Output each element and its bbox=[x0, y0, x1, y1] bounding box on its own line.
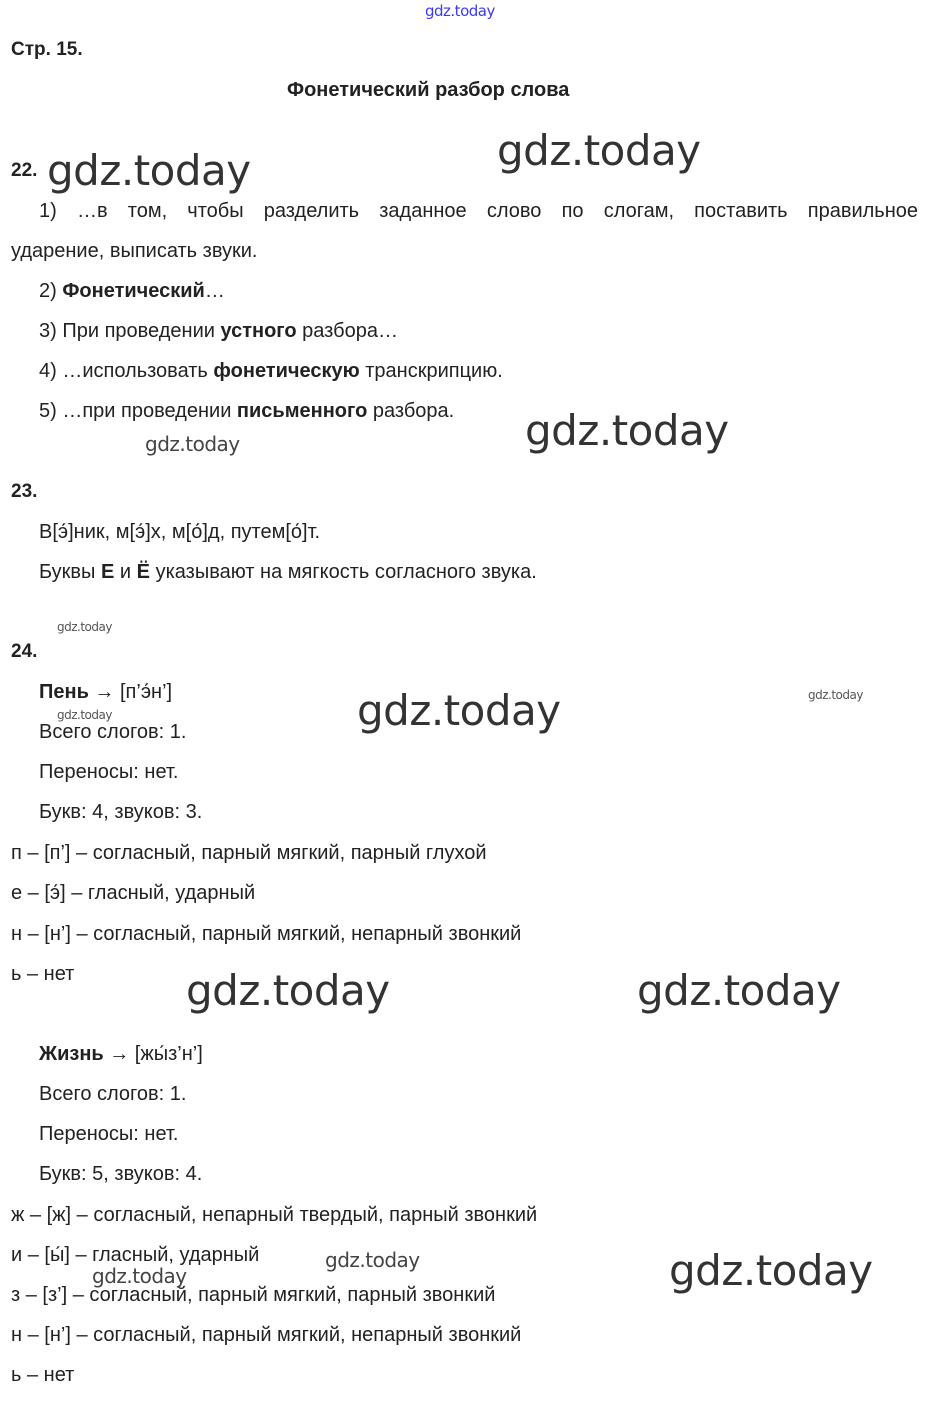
text-line bbox=[39, 1042, 203, 1066]
watermark: gdz.today bbox=[57, 708, 112, 722]
text: В[э́]ник, м[э́]х, м[о́]д, путем[о́]т. bbox=[39, 521, 321, 543]
watermark: gdz.today bbox=[92, 1264, 187, 1288]
text: Букв: 4, звуков: 3. bbox=[39, 801, 203, 823]
watermark: gdz.today bbox=[497, 126, 701, 175]
text: з – [з’] – согласный, парный мягкий, парный звонкий bbox=[11, 1284, 496, 1306]
text: н – [н’] – согласный, парный мягкий, непарный звонкий bbox=[11, 923, 522, 945]
text: → [п’э́н’] bbox=[88, 681, 173, 703]
text-line bbox=[11, 1203, 537, 1227]
watermark: gdz.today bbox=[637, 966, 841, 1015]
text-line bbox=[11, 640, 37, 664]
watermark: gdz.today bbox=[357, 686, 561, 735]
text: Переносы: нет. bbox=[39, 1123, 179, 1145]
bold-text: 24. bbox=[11, 641, 38, 662]
text: и – [ы́] – гласный, ударный bbox=[11, 1244, 260, 1266]
text-line bbox=[39, 760, 178, 784]
watermark: gdz.today bbox=[57, 620, 112, 634]
bold-text: 23. bbox=[11, 481, 38, 502]
text: → [жы́з’н’] bbox=[103, 1043, 203, 1065]
text: 3) При проведении bbox=[39, 320, 221, 342]
watermark: gdz.today bbox=[808, 688, 863, 702]
watermark: gdz.today bbox=[145, 432, 240, 456]
text-line bbox=[11, 841, 487, 865]
watermark: gdz.today bbox=[525, 406, 729, 455]
text: Букв: 5, звуков: 4. bbox=[39, 1163, 203, 1185]
text: Всего слогов: 1. bbox=[39, 721, 187, 743]
text-line bbox=[39, 560, 537, 584]
text: н – [н’] – согласный, парный мягкий, непарный звонкий bbox=[11, 1324, 522, 1346]
watermark: gdz.today bbox=[669, 1246, 873, 1295]
bold-text: письменного bbox=[236, 400, 368, 422]
text: 1) …в том, чтобы разделить заданное слово по слогам, поставить правильное bbox=[39, 200, 918, 222]
watermark: gdz.today bbox=[47, 146, 251, 195]
text-line bbox=[11, 922, 521, 946]
watermark: gdz.today bbox=[425, 2, 495, 20]
bold-text: Жизнь bbox=[39, 1043, 104, 1065]
text: п – [п’] – согласный, парный мягкий, парный глухой bbox=[11, 842, 487, 864]
text: Переносы: нет. bbox=[39, 761, 179, 783]
bold-text: фонетическую bbox=[213, 360, 360, 382]
text: указывают на мягкость согласного звука. bbox=[150, 561, 537, 583]
bold-text: Ё bbox=[136, 561, 151, 583]
text-line bbox=[39, 359, 503, 383]
text: Буквы bbox=[39, 561, 101, 583]
text: е – [э́] – гласный, ударный bbox=[11, 882, 256, 904]
text-line bbox=[39, 319, 398, 343]
text: транскрипцию. bbox=[359, 360, 503, 382]
text-line bbox=[11, 480, 37, 504]
text-line bbox=[11, 881, 255, 905]
text-line bbox=[39, 520, 320, 544]
watermark: gdz.today bbox=[325, 1248, 420, 1272]
text: … bbox=[204, 280, 225, 302]
bold-text: Пень bbox=[39, 681, 89, 703]
text-line bbox=[11, 962, 74, 986]
text-line bbox=[39, 1122, 178, 1146]
text-line bbox=[11, 1363, 74, 1387]
bold-text: устного bbox=[220, 320, 297, 342]
text: и bbox=[114, 561, 137, 583]
text: Всего слогов: 1. bbox=[39, 1083, 187, 1105]
text: ь – нет bbox=[11, 1364, 75, 1386]
text: 5) …при проведении bbox=[39, 400, 237, 422]
text-line bbox=[11, 239, 257, 263]
page-number: Стр. 15. bbox=[11, 39, 83, 60]
text-line bbox=[39, 680, 172, 704]
text: 4) …использовать bbox=[39, 360, 214, 382]
text-line bbox=[39, 199, 918, 223]
text: ударение, выписать звуки. bbox=[11, 240, 258, 262]
text: ь – нет bbox=[11, 963, 75, 985]
text-line bbox=[11, 159, 37, 183]
text-line bbox=[39, 1162, 202, 1186]
text-line bbox=[39, 1082, 186, 1106]
text: ж – [ж] – согласный, непарный твердый, парный звонкий bbox=[11, 1204, 538, 1226]
bold-text: Е bbox=[101, 561, 115, 583]
text-line bbox=[11, 1323, 521, 1347]
text-line bbox=[39, 279, 225, 303]
bold-text: 22. bbox=[11, 160, 38, 181]
text: разбора… bbox=[296, 320, 398, 342]
page-title: Фонетический разбор слова bbox=[287, 79, 570, 101]
text-line bbox=[39, 399, 454, 423]
text: разбора. bbox=[367, 400, 455, 422]
text-line bbox=[39, 720, 186, 744]
text-line bbox=[39, 800, 202, 824]
text-line bbox=[11, 1283, 495, 1307]
watermark: gdz.today bbox=[186, 966, 390, 1015]
bold-text: Фонетический bbox=[62, 280, 205, 302]
text: 2) bbox=[39, 280, 63, 302]
